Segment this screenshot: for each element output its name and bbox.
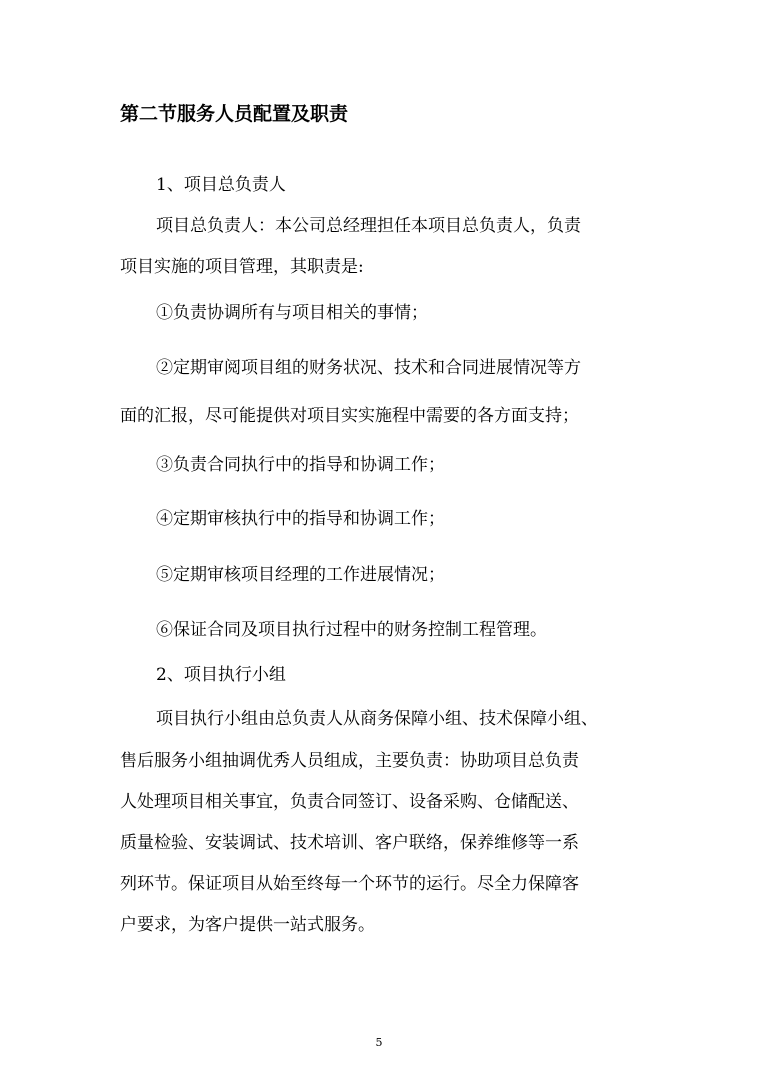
paragraph-execution-team-line-6: 户要求，为客户提供一站式服务。 [120, 915, 375, 935]
duty-item-3: ③负责合同执行中的指导和协调工作； [156, 455, 445, 475]
duty-item-2-line-1: ②定期审阅项目组的财务状况、技术和合同进展情况等方 [156, 358, 581, 378]
paragraph-execution-team-line-1: 项目执行小组由总负责人从商务保障小组、技术保障小组、 [156, 709, 598, 729]
heading-project-lead: 1、项目总负责人 [156, 175, 286, 195]
paragraph-execution-team-line-4: 质量检验、安装调试、技术培训、客户联络，保养维修等一系 [120, 833, 579, 853]
duty-item-4: ④定期审核执行中的指导和协调工作； [156, 509, 445, 529]
page-number: 5 [375, 1036, 383, 1049]
paragraph-project-lead-line-1: 项目总负责人：本公司总经理担任本项目总负责人，负责 [156, 216, 581, 236]
duty-item-2-line-2: 面的汇报，尽可能提供对项目实实施程中需要的各方面支持； [120, 406, 579, 426]
section-title: 第二节服务人员配置及职责 [120, 103, 349, 125]
duty-item-6: ⑥保证合同及项目执行过程中的财务控制工程管理。 [156, 620, 547, 640]
duty-item-1: ①负责协调所有与项目相关的事情； [156, 303, 428, 323]
paragraph-execution-team-line-3: 人处理项目相关事宜，负责合同签订、设备采购、仓储配送、 [120, 792, 579, 812]
duty-item-5: ⑤定期审核项目经理的工作进展情况； [156, 565, 445, 585]
paragraph-project-lead-line-2: 项目实施的项目管理，其职责是: [120, 257, 364, 277]
paragraph-execution-team-line-2: 售后服务小组抽调优秀人员组成，主要负责：协助项目总负责 [120, 751, 579, 771]
heading-execution-team: 2、项目执行小组 [156, 665, 286, 685]
paragraph-execution-team-line-5: 列环节。保证项目从始至终每一个环节的运行。尽全力保障客 [120, 874, 579, 894]
